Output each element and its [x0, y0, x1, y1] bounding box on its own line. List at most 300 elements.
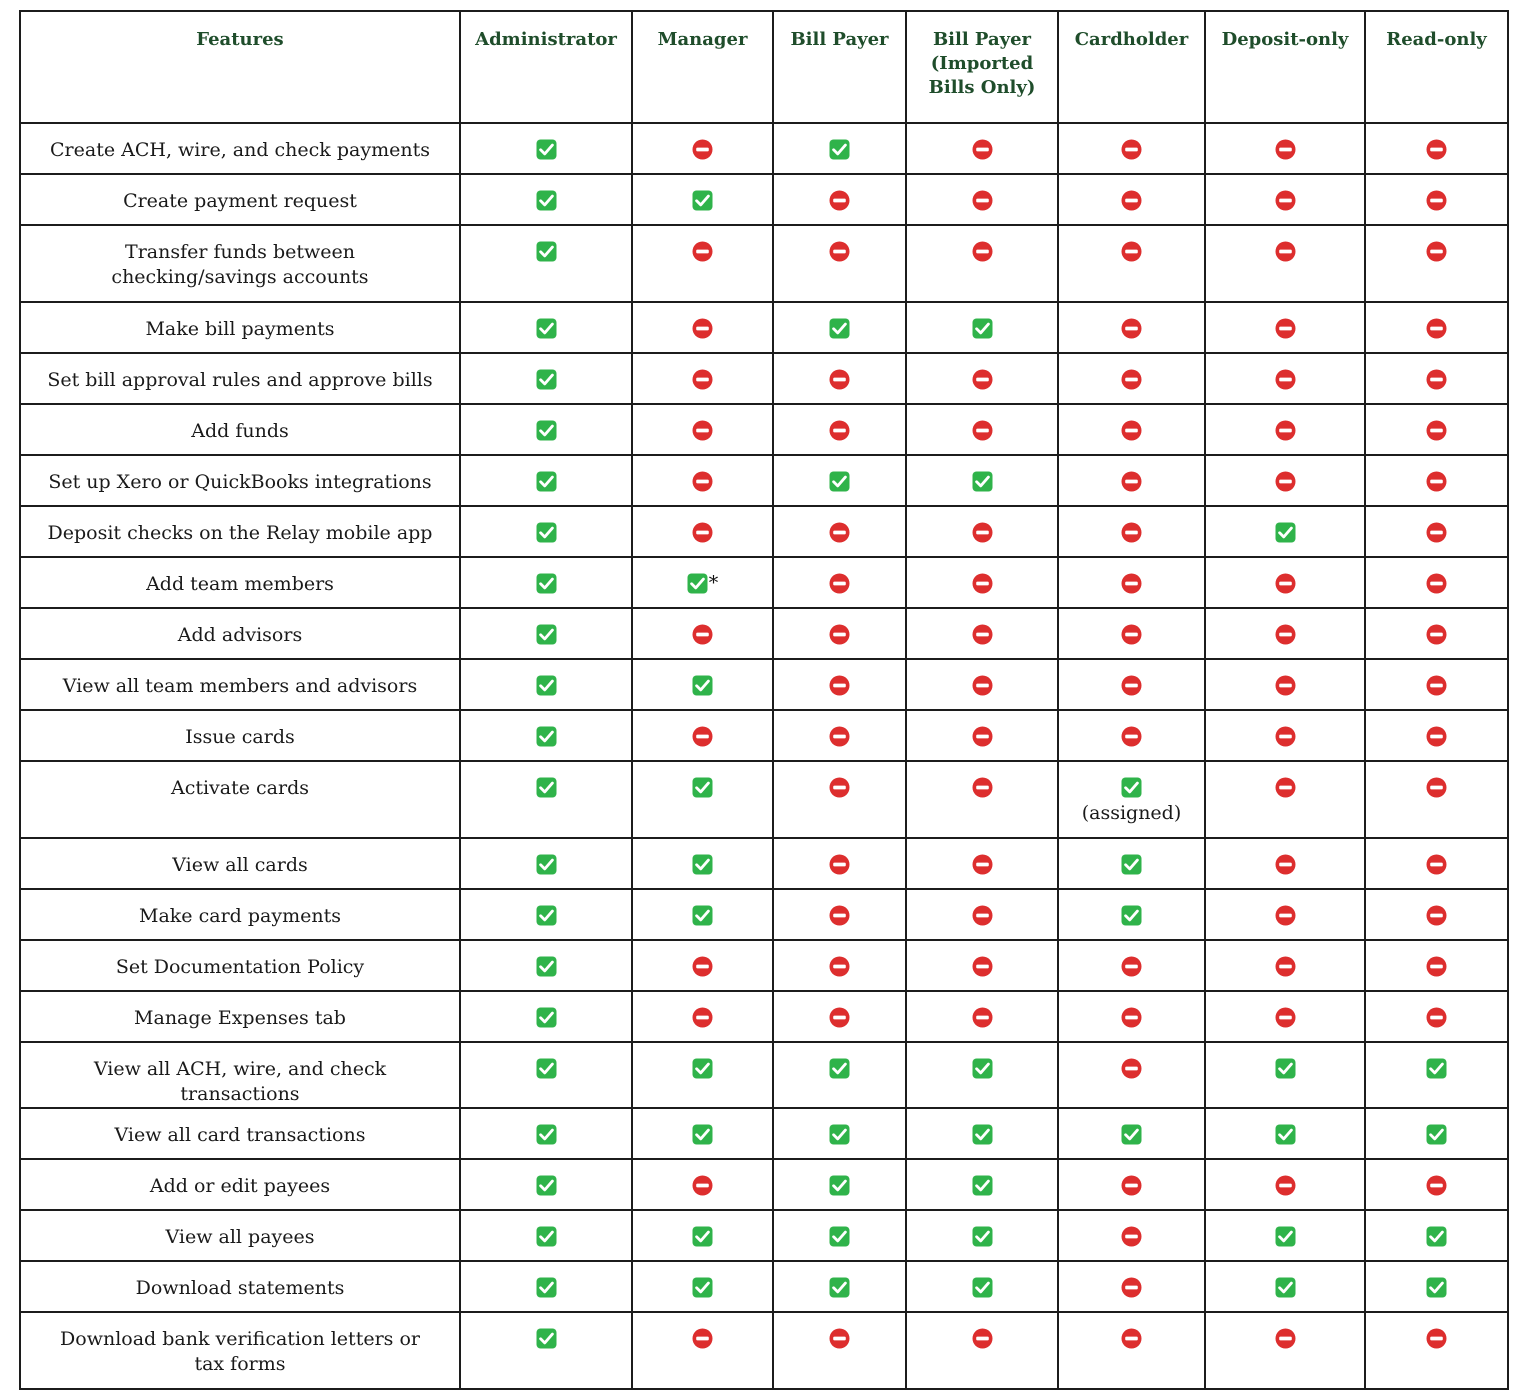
permission-cell — [1058, 506, 1205, 557]
header-label: Administrator — [475, 29, 617, 50]
table-row — [20, 991, 1508, 1042]
permissions-table — [19, 10, 1509, 1390]
permission-cell — [460, 123, 632, 174]
check-mark-button-icon — [536, 777, 557, 798]
feature-cell — [20, 557, 460, 608]
permission-cell — [460, 302, 632, 353]
table-row — [20, 404, 1508, 455]
permission-cell — [906, 302, 1058, 353]
permission-cell — [1365, 659, 1508, 710]
header-label: Features — [196, 29, 284, 50]
permission-cell — [1365, 506, 1508, 557]
no-entry-icon — [972, 675, 993, 696]
no-entry-icon — [692, 369, 713, 390]
check-mark-button-icon — [536, 1226, 557, 1247]
feature-cell — [20, 940, 460, 991]
table-row — [20, 557, 1508, 608]
no-entry-icon — [1275, 318, 1296, 339]
permission-cell — [1205, 761, 1365, 838]
check-mark-button-icon — [536, 139, 557, 160]
permission-cell — [906, 710, 1058, 761]
feature-cell — [20, 1261, 460, 1312]
no-entry-icon — [972, 573, 993, 594]
no-entry-icon — [1275, 471, 1296, 492]
permission-cell — [773, 225, 906, 302]
no-entry-icon — [1121, 1226, 1142, 1247]
permission-cell — [1365, 1159, 1508, 1210]
permission-cell — [460, 659, 632, 710]
no-entry-icon — [1275, 956, 1296, 977]
no-entry-icon — [692, 471, 713, 492]
permission-cell — [460, 1159, 632, 1210]
no-entry-icon — [1426, 675, 1447, 696]
feature-label: Download statements — [135, 1277, 345, 1299]
feature-label: Issue cards — [185, 726, 295, 748]
no-entry-icon — [1121, 241, 1142, 262]
check-mark-button-icon — [829, 1175, 850, 1196]
no-entry-icon — [1426, 1175, 1447, 1196]
header-cardholder — [1058, 11, 1205, 123]
check-mark-button-icon — [972, 471, 993, 492]
permission-cell — [632, 838, 773, 889]
table-row — [20, 174, 1508, 225]
no-entry-icon — [1121, 1277, 1142, 1298]
permission-cell — [1365, 557, 1508, 608]
check-mark-button-icon — [692, 905, 713, 926]
table-row — [20, 1312, 1508, 1389]
no-entry-icon — [1275, 777, 1296, 798]
permission-cell — [1058, 1312, 1205, 1389]
no-entry-icon — [1121, 956, 1142, 977]
permission-cell — [1205, 506, 1365, 557]
permission-cell — [906, 123, 1058, 174]
header-label: Bill Payer (Imported Bills Only) — [928, 29, 1036, 98]
check-mark-button-icon — [1426, 1226, 1447, 1247]
no-entry-icon — [1275, 139, 1296, 160]
permission-cell — [1365, 889, 1508, 940]
no-entry-icon — [692, 420, 713, 441]
check-mark-button-icon — [829, 1226, 850, 1247]
no-entry-icon — [829, 675, 850, 696]
feature-cell — [20, 123, 460, 174]
feature-cell — [20, 1042, 460, 1108]
permission-cell — [1205, 353, 1365, 404]
permission-cell — [1058, 889, 1205, 940]
feature-label: View all payees — [165, 1226, 315, 1248]
permission-cell — [773, 455, 906, 506]
check-mark-button-icon — [536, 1058, 557, 1079]
check-mark-button-icon — [1426, 1058, 1447, 1079]
permission-cell — [1365, 710, 1508, 761]
permission-cell — [1365, 940, 1508, 991]
check-mark-button-icon — [692, 1058, 713, 1079]
no-entry-icon — [1121, 369, 1142, 390]
feature-label: View all ACH, wire, and check transactions — [93, 1058, 387, 1105]
no-entry-icon — [829, 624, 850, 645]
feature-label: Activate cards — [170, 777, 310, 799]
table-row — [20, 838, 1508, 889]
feature-label: Deposit checks on the Relay mobile app — [47, 522, 433, 544]
feature-cell — [20, 659, 460, 710]
permission-cell — [906, 404, 1058, 455]
permission-cell — [1058, 174, 1205, 225]
no-entry-icon — [1426, 471, 1447, 492]
permission-cell — [773, 353, 906, 404]
no-entry-icon — [829, 1328, 850, 1349]
check-mark-button-icon — [692, 1277, 713, 1298]
table-row — [20, 940, 1508, 991]
no-entry-icon — [1121, 675, 1142, 696]
no-entry-icon — [1426, 369, 1447, 390]
no-entry-icon — [829, 1007, 850, 1028]
permission-cell — [906, 1261, 1058, 1312]
no-entry-icon — [1275, 1328, 1296, 1349]
table-row — [20, 302, 1508, 353]
no-entry-icon — [1121, 624, 1142, 645]
permission-cell — [1365, 404, 1508, 455]
check-mark-button-icon — [1275, 1277, 1296, 1298]
check-mark-button-icon — [536, 190, 557, 211]
no-entry-icon — [1121, 318, 1142, 339]
feature-label: View all card transactions — [114, 1124, 366, 1146]
no-entry-icon — [829, 905, 850, 926]
permission-cell — [632, 1042, 773, 1108]
feature-label: Make bill payments — [145, 318, 335, 340]
no-entry-icon — [829, 420, 850, 441]
permission-cell — [632, 889, 773, 940]
feature-label: Set Documentation Policy — [115, 956, 365, 978]
permission-cell — [1058, 1108, 1205, 1159]
permission-cell — [773, 1042, 906, 1108]
check-mark-button-icon — [536, 522, 557, 543]
table-row — [20, 710, 1508, 761]
check-mark-button-icon — [1121, 777, 1142, 798]
permission-cell — [460, 1042, 632, 1108]
check-mark-button-icon — [1426, 1124, 1447, 1145]
permission-cell — [460, 225, 632, 302]
no-entry-icon — [972, 369, 993, 390]
permission-cell — [632, 608, 773, 659]
permission-cell — [773, 404, 906, 455]
permission-cell — [1365, 123, 1508, 174]
permission-cell — [1365, 1108, 1508, 1159]
permission-cell — [1205, 838, 1365, 889]
header-label: Manager — [657, 29, 748, 50]
permission-cell — [632, 659, 773, 710]
table-row — [20, 761, 1508, 838]
check-mark-button-icon — [1275, 1124, 1296, 1145]
table-body — [20, 123, 1508, 1389]
feature-label: Add team members — [146, 573, 334, 595]
feature-cell — [20, 1159, 460, 1210]
permission-cell — [1058, 1159, 1205, 1210]
feature-label: Set bill approval rules and approve bills — [47, 369, 433, 391]
header-administrator — [460, 11, 632, 123]
permission-cell — [460, 1261, 632, 1312]
permission-cell — [773, 1261, 906, 1312]
permission-cell — [1205, 225, 1365, 302]
no-entry-icon — [1426, 854, 1447, 875]
permission-cell — [906, 889, 1058, 940]
no-entry-icon — [1121, 573, 1142, 594]
permission-cell — [1058, 940, 1205, 991]
header-features — [20, 11, 460, 123]
check-mark-button-icon — [536, 420, 557, 441]
permission-cell — [1365, 302, 1508, 353]
table-row — [20, 506, 1508, 557]
no-entry-icon — [692, 624, 713, 645]
permission-cell — [1365, 761, 1508, 838]
permission-cell — [632, 1159, 773, 1210]
check-mark-button-icon — [692, 777, 713, 798]
permission-cell — [1058, 608, 1205, 659]
permission-cell — [906, 761, 1058, 838]
no-entry-icon — [692, 1007, 713, 1028]
check-mark-button-icon — [1121, 854, 1142, 875]
permission-cell — [460, 1312, 632, 1389]
feature-cell — [20, 761, 460, 838]
permission-cell — [1205, 455, 1365, 506]
no-entry-icon — [1426, 190, 1447, 211]
no-entry-icon — [972, 1007, 993, 1028]
no-entry-icon — [1121, 139, 1142, 160]
no-entry-icon — [972, 139, 993, 160]
check-mark-button-icon — [536, 624, 557, 645]
no-entry-icon — [1426, 726, 1447, 747]
no-entry-icon — [972, 854, 993, 875]
permission-cell — [1058, 761, 1205, 838]
permission-cell — [1205, 991, 1365, 1042]
permission-cell — [773, 302, 906, 353]
permission-cell — [460, 991, 632, 1042]
permission-cell — [1058, 404, 1205, 455]
permission-cell — [460, 838, 632, 889]
permission-cell — [906, 940, 1058, 991]
table-row — [20, 353, 1508, 404]
no-entry-icon — [1275, 1175, 1296, 1196]
header-bill-payer — [773, 11, 906, 123]
check-mark-button-icon — [1275, 522, 1296, 543]
permission-cell — [632, 1108, 773, 1159]
no-entry-icon — [972, 420, 993, 441]
check-mark-button-icon — [829, 318, 850, 339]
permission-cell — [1058, 302, 1205, 353]
permission-cell — [1058, 991, 1205, 1042]
no-entry-icon — [829, 726, 850, 747]
header-bill-payer-imported — [906, 11, 1058, 123]
no-entry-icon — [972, 726, 993, 747]
permission-cell — [460, 455, 632, 506]
permission-cell — [632, 557, 773, 608]
no-entry-icon — [1426, 905, 1447, 926]
no-entry-icon — [829, 190, 850, 211]
permission-cell — [773, 506, 906, 557]
permission-cell — [632, 123, 773, 174]
feature-label: View all team members and advisors — [62, 675, 418, 697]
header-read-only — [1365, 11, 1508, 123]
cell-note: (assigned) — [1081, 802, 1182, 824]
permission-cell — [1365, 1210, 1508, 1261]
no-entry-icon — [1275, 624, 1296, 645]
permission-cell — [632, 991, 773, 1042]
no-entry-icon — [1275, 420, 1296, 441]
no-entry-icon — [972, 905, 993, 926]
feature-label: Add advisors — [177, 624, 303, 646]
feature-cell — [20, 225, 460, 302]
feature-cell — [20, 991, 460, 1042]
no-entry-icon — [1426, 241, 1447, 262]
feature-label: Create payment request — [123, 190, 357, 212]
permission-cell — [906, 174, 1058, 225]
permission-cell — [1205, 1042, 1365, 1108]
feature-label: Set up Xero or QuickBooks integrations — [48, 471, 432, 493]
permission-cell — [906, 225, 1058, 302]
permission-cell — [906, 1159, 1058, 1210]
no-entry-icon — [1275, 854, 1296, 875]
permission-cell — [460, 710, 632, 761]
permission-cell — [773, 1312, 906, 1389]
feature-cell — [20, 302, 460, 353]
check-mark-button-icon — [829, 471, 850, 492]
permission-cell — [1365, 353, 1508, 404]
permission-cell — [1205, 1261, 1365, 1312]
permission-cell — [1058, 659, 1205, 710]
no-entry-icon — [972, 624, 993, 645]
check-mark-button-icon — [536, 1175, 557, 1196]
header-label: Cardholder — [1074, 29, 1189, 50]
check-mark-button-icon — [692, 675, 713, 696]
check-mark-button-icon — [1121, 1124, 1142, 1145]
check-mark-button-icon — [536, 726, 557, 747]
no-entry-icon — [972, 522, 993, 543]
no-entry-icon — [1426, 139, 1447, 160]
permission-cell — [632, 940, 773, 991]
permission-cell — [1058, 225, 1205, 302]
no-entry-icon — [1426, 956, 1447, 977]
check-mark-button-icon — [972, 1226, 993, 1247]
permission-cell — [632, 302, 773, 353]
check-mark-button-icon — [1275, 1058, 1296, 1079]
table-row — [20, 123, 1508, 174]
check-mark-button-icon — [829, 139, 850, 160]
check-mark-button-icon — [536, 471, 557, 492]
feature-cell — [20, 1108, 460, 1159]
permission-cell — [632, 225, 773, 302]
check-mark-button-icon — [829, 1277, 850, 1298]
no-entry-icon — [829, 854, 850, 875]
feature-cell — [20, 174, 460, 225]
permission-cell — [460, 608, 632, 659]
check-mark-button-icon — [692, 1226, 713, 1247]
no-entry-icon — [692, 241, 713, 262]
check-mark-button-icon — [1426, 1277, 1447, 1298]
permission-cell — [906, 506, 1058, 557]
no-entry-icon — [1426, 1007, 1447, 1028]
no-entry-icon — [1121, 190, 1142, 211]
permission-cell — [460, 353, 632, 404]
permission-cell — [773, 174, 906, 225]
feature-label: Manage Expenses tab — [134, 1007, 346, 1029]
no-entry-icon — [1275, 1007, 1296, 1028]
no-entry-icon — [1275, 573, 1296, 594]
no-entry-icon — [829, 522, 850, 543]
permission-cell — [1365, 608, 1508, 659]
permission-cell — [773, 940, 906, 991]
permission-cell — [632, 174, 773, 225]
permission-cell — [632, 761, 773, 838]
permission-cell — [1205, 608, 1365, 659]
permission-cell — [773, 991, 906, 1042]
permission-cell — [1205, 557, 1365, 608]
no-entry-icon — [692, 956, 713, 977]
permission-cell — [632, 353, 773, 404]
permission-cell — [773, 1210, 906, 1261]
no-entry-icon — [829, 777, 850, 798]
permission-cell — [460, 940, 632, 991]
header-label: Deposit-only — [1221, 29, 1349, 50]
no-entry-icon — [1426, 777, 1447, 798]
feature-cell — [20, 608, 460, 659]
table-row — [20, 225, 1508, 302]
feature-cell — [20, 710, 460, 761]
table-row — [20, 455, 1508, 506]
table-row — [20, 1159, 1508, 1210]
permission-cell — [1205, 1108, 1365, 1159]
no-entry-icon — [1121, 471, 1142, 492]
check-mark-button-icon — [692, 190, 713, 211]
feature-label: Download bank verification letters or tax forms — [60, 1328, 420, 1375]
permission-cell — [906, 1042, 1058, 1108]
permission-cell — [906, 1312, 1058, 1389]
permission-cell — [1365, 225, 1508, 302]
no-entry-icon — [1426, 624, 1447, 645]
permission-cell — [1058, 557, 1205, 608]
check-mark-button-icon — [692, 1124, 713, 1145]
permission-cell — [1205, 659, 1365, 710]
permission-cell — [1365, 455, 1508, 506]
permission-cell — [1205, 174, 1365, 225]
check-mark-button-icon — [536, 1007, 557, 1028]
permission-cell — [1205, 710, 1365, 761]
permission-cell — [1365, 174, 1508, 225]
no-entry-icon — [972, 1328, 993, 1349]
permission-cell — [460, 1210, 632, 1261]
check-mark-button-icon — [687, 573, 708, 594]
permission-cell — [460, 889, 632, 940]
feature-cell — [20, 1210, 460, 1261]
table-row — [20, 1210, 1508, 1261]
permission-cell — [773, 1159, 906, 1210]
permission-cell — [1205, 940, 1365, 991]
check-mark-button-icon — [972, 1175, 993, 1196]
no-entry-icon — [1121, 522, 1142, 543]
no-entry-icon — [1121, 1007, 1142, 1028]
no-entry-icon — [1121, 726, 1142, 747]
permission-cell — [632, 1261, 773, 1312]
no-entry-icon — [1426, 1328, 1447, 1349]
check-mark-button-icon — [536, 905, 557, 926]
no-entry-icon — [1426, 420, 1447, 441]
check-mark-button-icon — [972, 1277, 993, 1298]
table-row — [20, 1108, 1508, 1159]
no-entry-icon — [692, 726, 713, 747]
feature-label: Create ACH, wire, and check payments — [50, 139, 430, 161]
feature-cell — [20, 506, 460, 557]
permission-cell — [773, 123, 906, 174]
check-mark-button-icon — [536, 956, 557, 977]
no-entry-icon — [1275, 905, 1296, 926]
check-mark-button-icon — [972, 318, 993, 339]
